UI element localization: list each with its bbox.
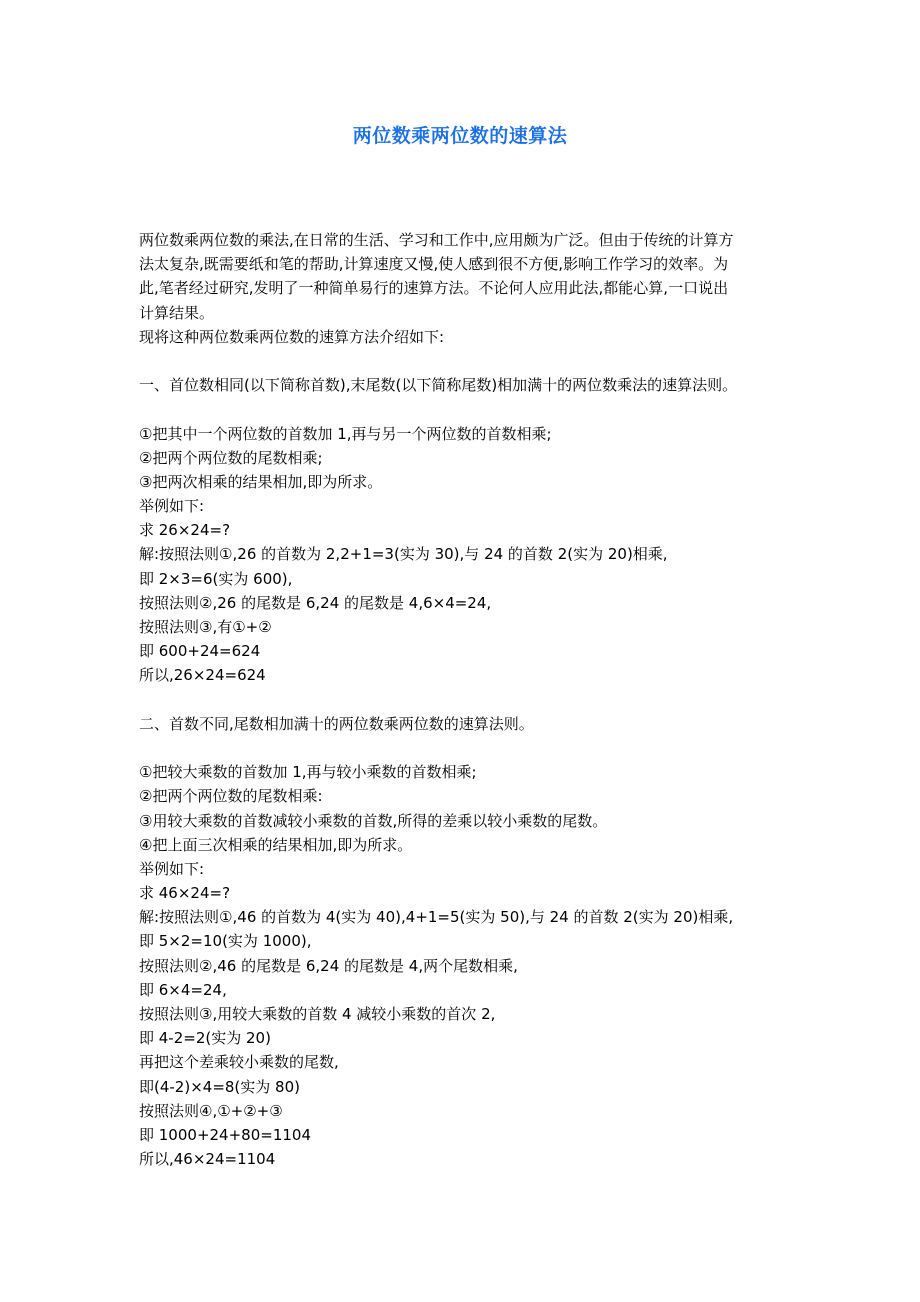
text-line: 举例如下:: [139, 859, 205, 878]
document-title: 两位数乘两位数的速算法: [352, 125, 568, 147]
text-line: 按照法则②,46 的尾数是 6,24 的尾数是 4,两个尾数相乘,: [139, 956, 518, 975]
document-body: [139, 228, 799, 1171]
text-line: ②把两个两位数的尾数相乘:: [139, 787, 323, 806]
text-line: 即 1000+24+80=1104: [139, 1125, 311, 1144]
text-line: 即 600+24=624: [139, 642, 261, 661]
intro-line: 两位数乘两位数的乘法,在日常的生活、学习和工作中,应用颇为广泛。但由于传统的计算方: [139, 231, 734, 249]
spacer: [139, 397, 799, 421]
intro-line: 此,笔者经过研究,发明了一种简单易行的速算方法。不论何人应用此法,都能心算,一口说出: [139, 279, 729, 298]
text-line: ①把其中一个两位数的首数加 1,再与另一个两位数的首数相乘;: [139, 424, 552, 443]
spacer: [139, 736, 799, 760]
text-line: 求 26×24=?: [139, 521, 231, 540]
intro-line: 计算结果。: [139, 303, 215, 322]
text-line: 即 2×3=6(实为 600),: [139, 569, 293, 588]
section-heading: 二、首数不同,尾数相加满十的两位数乘两位数的速算法则。: [139, 714, 534, 733]
text-line: 求 46×24=?: [139, 884, 231, 903]
spacer: [139, 349, 799, 373]
text-line: 按照法则③,用较大乘数的首数 4 减较小乘数的首次 2,: [139, 1005, 496, 1023]
text-line: 举例如下:: [139, 497, 205, 516]
text-line: 按照法则③,有①+②: [139, 618, 272, 636]
text-line: ③用较大乘数的首数减较小乘数的首数,所得的差乘以较小乘数的尾数。: [139, 811, 608, 830]
text-line: 再把这个差乘较小乘数的尾数,: [139, 1053, 339, 1072]
text-line: 所以,26×24=624: [139, 666, 266, 685]
text-line: 解:按照法则①,26 的首数为 2,2+1=3(实为 30),与 24 的首数 2(实为 20)相乘,: [139, 545, 668, 564]
spacer: [139, 688, 799, 712]
text-line: ③把两次相乘的结果相加,即为所求。: [139, 472, 383, 491]
text-line: ②把两个两位数的尾数相乘;: [139, 448, 323, 467]
text-line: 即(4-2)×4=8(实为 80): [139, 1077, 300, 1096]
text-line: 按照法则②,26 的尾数是 6,24 的尾数是 4,6×4=24,: [139, 593, 492, 612]
text-line: 即 6×4=24,: [139, 980, 227, 999]
text-line: ①把较大乘数的首数加 1,再与较小乘数的首数相乘;: [139, 763, 477, 782]
intro-line: 现将这种两位数乘两位数的速算方法介绍如下:: [139, 327, 445, 346]
text-line: 按照法则④,①+②+③: [139, 1101, 283, 1120]
text-line: 即 4-2=2(实为 20): [139, 1029, 271, 1048]
text-line: 即 5×2=10(实为 1000),: [139, 932, 312, 951]
text-line: 所以,46×24=1104: [139, 1150, 276, 1169]
text-line: 解:按照法则①,46 的首数为 4(实为 40),4+1=5(实为 50),与 24 的首数 2(实为 20)相乘,: [139, 908, 734, 927]
intro-line: 法太复杂,既需要纸和笔的帮助,计算速度又慢,使人感到很不方便,影响工作学习的效率。为: [139, 255, 729, 274]
section-heading: 一、首位数相同(以下简称首数),末尾数(以下简称尾数)相加满十的两位数乘法的速算法则。: [139, 376, 738, 395]
text-line: ④把上面三次相乘的结果相加,即为所求。: [139, 835, 413, 854]
